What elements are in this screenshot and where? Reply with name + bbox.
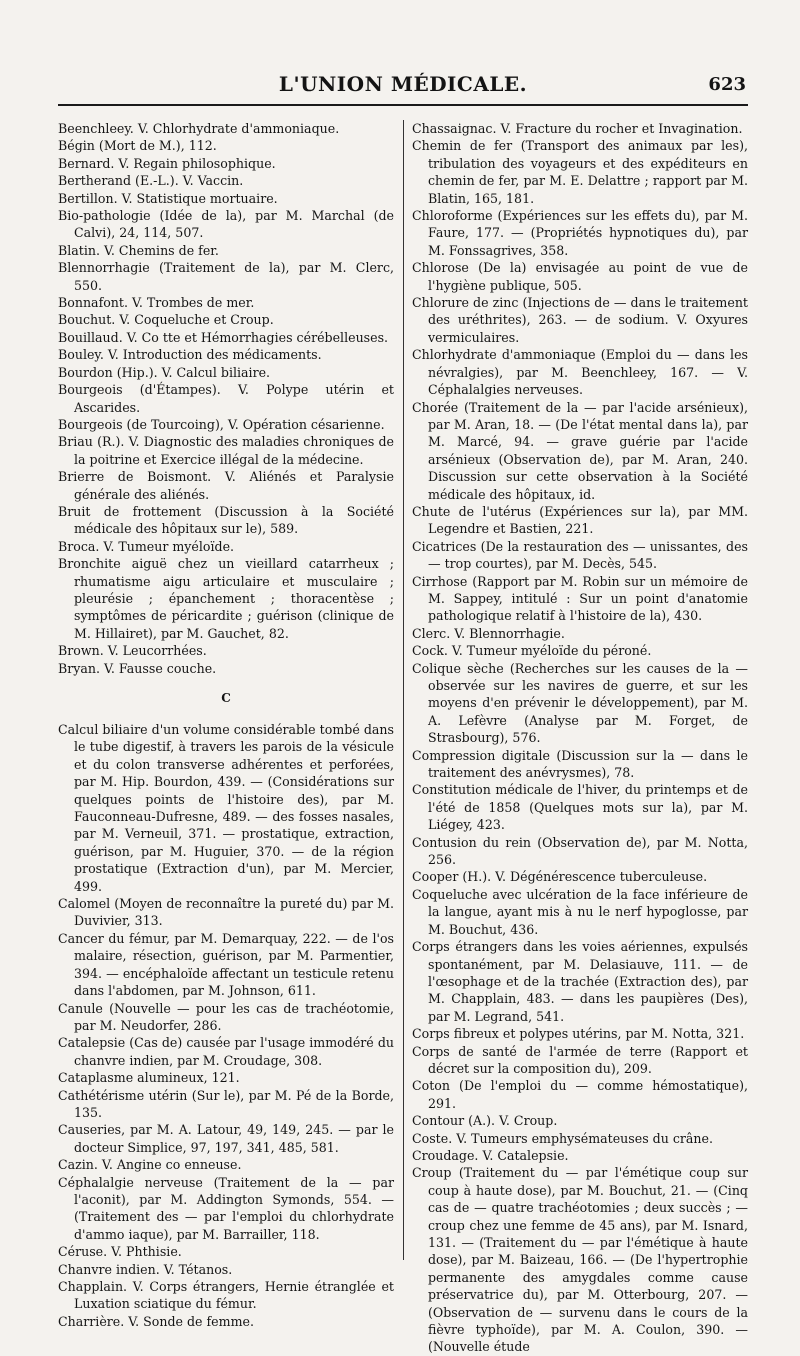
index-entry: Corps étrangers dans les voies aériennes, expulsés spontanément, par M. Delasiauve, 111. — de l'œsophage et de la trachée (Extraction des), par M. Chapplain, 483. — dans les paupières (Des), par M. Legrand, 541. — [412, 939, 748, 1024]
index-entry: Bryan. V. Fausse couche. — [58, 660, 217, 676]
index-entry: Cirrhose (Rapport par M. Robin sur un mémoire de M. Sappey, intitulé : Sur un point d'anatomie pathologique relatif à l'histoire de la), 430. — [412, 573, 748, 624]
index-entry: Céruse. V. Phthisie. — [58, 1244, 182, 1260]
index-entry: Chorée (Traitement de la — par l'acide arsénieux), par M. Aran, 18. — (De l'état mental dans la), par M. Marcé, 94. — grave guérie par l'acide arsénieux (Observation de), par M. Aran, 240. Discussion sur cette observation à la Société médicale des hôpitaux, id. — [412, 399, 748, 502]
index-entry: Céphalalgie nerveuse (Traitement de la — par l'aconit), par M. Addington Symonds, 554. — (Traitement des — par l'emploi du chlorhydrate d'ammo iaque), par M. Barrailler, 118. — [58, 1174, 394, 1242]
index-entry: Chassaignac. V. Fracture du rocher et Invagination. — [412, 121, 743, 136]
index-entry: Cancer du fémur, par M. Demarquay, 222. — de l'os malaire, résection, guérison, par M. Parmentier, 394. — encéphaloïde affectant un testicule retenu dans l'abdomen, par M. Johnson, 611. — [58, 930, 394, 999]
index-entry: Blennorrhagie (Traitement de la), par M. Clerc, 550. — [58, 260, 394, 293]
index-entry: Cooper (H.). V. Dégénérescence tuberculeuse. — [412, 869, 708, 885]
index-entry: Clerc. V. Blennorrhagie. — [412, 625, 565, 641]
entries-letter-b — [58, 120, 394, 677]
index-entry: Corps de santé de l'armée de terre (Rapport et décret sur la composition du), 209. — [412, 1043, 748, 1076]
index-entry: Blatin. V. Chemins de fer. — [58, 242, 219, 258]
index-entry: Croup (Traitement du — par l'émétique coup sur coup à haute dose), par M. Bouchut, 21. — (Cinq cas de — quatre trachéotomies ; deux succès ; — croup chez une femme de 45 ans), par M. Isnard, 131. — (Traitement du — par l'émétique à haute dose), par M. Baizeau, 166. — (De l'hypertrophie permanente des amygdales comme cause préservatrice du), par M. Otterbourg, 207. — (Observation de — survenu dans le cours de la fièvre typhoïde), par M. A. Coulon, 390. — (Nouvelle étude — [412, 1165, 748, 1355]
index-entry: Colique sèche (Recherches sur les causes de la — observée sur les navires de guerre, et sur les moyens d'en prévenir le développement), par M. A. Lefèvre (Analyse par M. Forget, de Strasbourg), 576. — [412, 660, 748, 746]
index-entry: Bio-pathologie (Idée de la), par M. Marchal (de Calvi), 24, 114, 507. — [58, 208, 394, 241]
index-entry: Briau (R.). V. Diagnostic des maladies chroniques de la poitrine et Exercice illégal de la médecine. — [58, 434, 394, 467]
index-entry: Constitution médicale de l'hiver, du printemps et de l'été de 1858 (Quelques mots sur la), par M. Liégey, 423. — [412, 782, 748, 833]
index-entry: Coste. V. Tumeurs emphysémateuses du crâne. — [412, 1130, 713, 1146]
index-columns — [58, 120, 748, 1355]
index-entry: Chanvre indien. V. Tétanos. — [58, 1261, 233, 1277]
index-entry: Charrière. V. Sonde de femme. — [58, 1313, 254, 1329]
index-entry: Bronchite aiguë chez un vieillard catarrheux ; rhumatisme aigu articulaire et musculaire ; pleurésie ; épanchement ; thoracentèse ; symptômes de péricardite ; guérison (clinique de M. Hillairet), par M. Gauchet, 82. — [58, 556, 394, 641]
index-entry: Beenchleey. V. Chlorhydrate d'ammoniaque. — [58, 121, 340, 136]
index-entry: Chapplain. V. Corps étrangers, Hernie étranglée et Luxation sciatique du fémur. — [58, 1279, 394, 1312]
index-entry: Bruit de frottement (Discussion à la Société médicale des hôpitaux sur le), 589. — [58, 503, 394, 537]
index-entry: Bouchut. V. Coqueluche et Croup. — [58, 312, 274, 328]
index-entry: Broca. V. Tumeur myéloïde. — [58, 538, 235, 554]
index-entry: Bernard. V. Regain philosophique. — [58, 155, 276, 171]
index-entry: Contusion du rein (Observation de), par M. Notta, 256. — [412, 834, 748, 868]
entries-letter-c — [58, 721, 394, 1330]
index-entry: Bourgeois (d'Étampes). V. Polype utérin et Ascarides. — [58, 382, 394, 415]
index-entry: Chloroforme (Expériences sur les effets du), par M. Faure, 177. — (Propriétés hypnotiques du), par M. Fonssagrives, 358. — [412, 208, 748, 258]
index-entry: Compression digitale (Discussion sur la — dans le traitement des anévrysmes), 78. — [412, 747, 748, 781]
index-entry: Chlorure de zinc (Injections de — dans le traitement des uréthrites), 263. — de sodium. V. Oxyures vermiculaires. — [412, 295, 748, 345]
index-entry: Cock. V. Tumeur myéloïde du péroné. — [412, 643, 652, 659]
index-entry: Chlorhydrate d'ammoniaque (Emploi du — dans les névralgies), par M. Beenchleey, 167. — V. Céphalalgies nerveuses. — [412, 347, 748, 398]
index-entry: Cathétérisme utérin (Sur le), par M. Pé de la Borde, 135. — [58, 1087, 394, 1120]
index-entry: Catalepsie (Cas de) causée par l'usage immodéré du chanvre indien, par M. Croudage, 308. — [58, 1035, 394, 1068]
index-entry: Calomel (Moyen de reconnaître la pureté du) par M. Duvivier, 313. — [58, 896, 394, 929]
index-entry: Bégin (Mort de M.), 112. — [58, 138, 217, 154]
page-header — [58, 70, 748, 106]
index-entry: Chlorose (De la) envisagée au point de vue de l'hygiène publique, 505. — [412, 260, 748, 293]
section-letter-c: C — [221, 691, 231, 705]
page-number: 623 — [708, 74, 746, 95]
index-entry: Calcul biliaire d'un volume considérable tombé dans le tube digestif, à travers les parois de la vésicule et du colon transverse adhérentes et perforées, par M. Hip. Bourdon, 439. — (Considérations sur quelques points de l'histoire des), par M. Fauconneau-Dufresne, 489. — des fosses nasales, par M. Verneuil, 371. — prostatique, extraction, guérison, par M. Huguier, 370. — de la région prostatique (Extraction d'un), par M. Mercier, 499. — [58, 722, 394, 894]
journal-title: L'UNION MÉDICALE. — [278, 72, 528, 96]
index-entry: Bertherand (E.-L.). V. Vaccin. — [58, 173, 244, 189]
index-entry: Contour (A.). V. Croup. — [412, 1113, 558, 1129]
index-entry: Brierre de Boismont. V. Aliénés et Paralysie générale des aliénés. — [58, 469, 394, 502]
index-entry: Bouley. V. Introduction des médicaments. — [58, 347, 322, 363]
index-entry: Bouillaud. V. Co tte et Hémorrhagies cérébelleuses. — [58, 329, 389, 345]
index-entry: Bourdon (Hip.). V. Calcul biliaire. — [58, 364, 271, 380]
index-entry: Chemin de fer (Transport des animaux par les), tribulation des voyageurs et des expéditeurs en chemin de fer, par M. E. Delattre ; rapport par M. Blatin, 165, 181. — [412, 138, 748, 206]
index-entry: Chute de l'utérus (Expériences sur la), par MM. Legendre et Bastien, 221. — [412, 503, 748, 537]
index-entry: Brown. V. Leucorrhées. — [58, 643, 207, 659]
index-entry: Cazin. V. Angine co enneuse. — [58, 1157, 242, 1173]
entries-right — [412, 120, 748, 1356]
index-entry: Canule (Nouvelle — pour les cas de trachéotomie, par M. Neudorfer, 286. — [58, 1000, 394, 1033]
index-entry: Coqueluche avec ulcération de la face inférieure de la langue, ayant mis à nu le nerf hypoglosse, par M. Bouchut, 436. — [412, 886, 748, 937]
index-entry: Bertillon. V. Statistique mortuaire. — [58, 190, 278, 206]
index-entry: Coton (De l'emploi du — comme hémostatique), 291. — [412, 1078, 748, 1111]
index-entry: Croudage. V. Catalepsie. — [412, 1147, 569, 1163]
index-entry: Bonnafont. V. Trombes de mer. — [58, 295, 255, 311]
index-entry: Cataplasme alumineux, 121. — [58, 1070, 240, 1086]
index-page — [58, 70, 748, 1355]
left-column — [58, 120, 394, 1329]
index-entry: Bourgeois (de Tourcoing), V. Opération césarienne. — [58, 416, 385, 432]
right-column — [412, 120, 748, 1355]
index-entry: Corps fibreux et polypes utérins, par M. Notta, 321. — [412, 1026, 745, 1042]
index-entry: Cicatrices (De la restauration des — unissantes, des — trop courtes), par M. Decès, 545. — [412, 538, 748, 572]
column-divider — [403, 120, 404, 1260]
index-entry: Causeries, par M. A. Latour, 49, 149, 245. — par le docteur Simplice, 97, 197, 341, 485, 581. — [58, 1122, 394, 1155]
